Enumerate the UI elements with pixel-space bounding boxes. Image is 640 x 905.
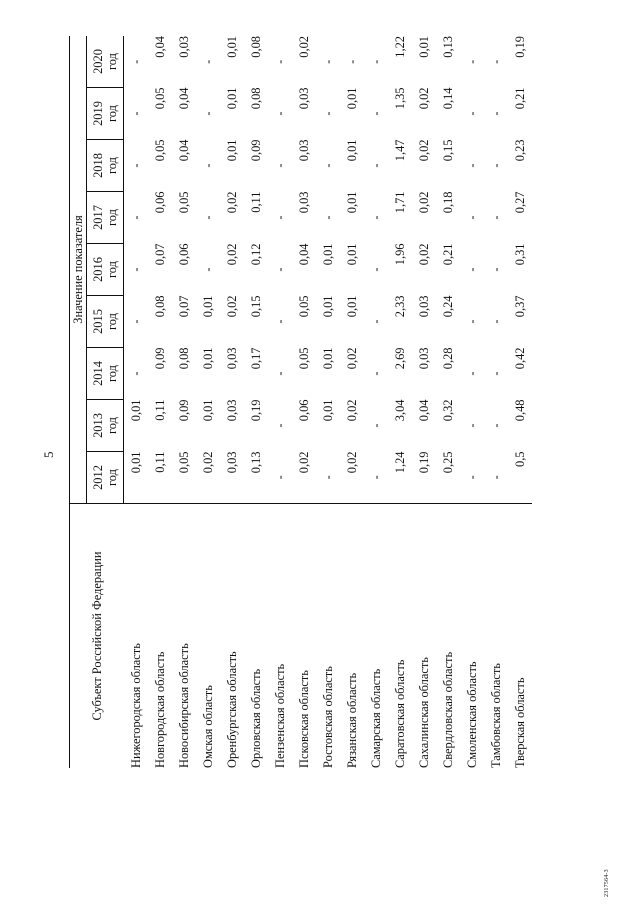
region-name: Оренбургская область bbox=[220, 504, 244, 769]
region-name: Омская область bbox=[196, 504, 220, 769]
value-cell: 0,02 bbox=[345, 399, 359, 422]
region-name: Ростовская область bbox=[316, 504, 340, 769]
table-row bbox=[292, 36, 316, 768]
table-row bbox=[388, 36, 412, 768]
value-cell: 2,69 bbox=[393, 347, 407, 370]
value-cell: 0,01 bbox=[225, 87, 239, 110]
value-cell: 0,04 bbox=[297, 243, 311, 266]
value-cell: 1,22 bbox=[393, 36, 407, 58]
value-cell: 0,19 bbox=[513, 36, 527, 58]
value-cell: 1,24 bbox=[393, 451, 407, 474]
value-cell: 0,07 bbox=[177, 295, 191, 318]
value-cell: - bbox=[129, 319, 143, 324]
value-cell: 0,01 bbox=[345, 87, 359, 110]
value-cell: 0,11 bbox=[153, 399, 167, 421]
value-cell: 0,06 bbox=[177, 243, 191, 266]
value-cell: 1,96 bbox=[393, 243, 407, 266]
value-cell: - bbox=[489, 163, 503, 168]
value-cell: 0,02 bbox=[345, 451, 359, 474]
value-cell: - bbox=[321, 163, 335, 168]
value-cell: 0,01 bbox=[129, 451, 143, 474]
value-cell: - bbox=[369, 423, 383, 428]
region-name: Пензенская область bbox=[268, 504, 292, 769]
value-cell: 0,02 bbox=[345, 347, 359, 370]
year-header-2015 bbox=[87, 296, 124, 348]
value-cell: 0,09 bbox=[249, 139, 263, 162]
value-cell: - bbox=[129, 163, 143, 168]
value-cell: 1,71 bbox=[393, 191, 407, 214]
value-cell: 0,27 bbox=[513, 191, 527, 214]
value-cell: - bbox=[489, 423, 503, 428]
value-cell: 0,24 bbox=[441, 295, 455, 318]
year-unit: год bbox=[105, 417, 119, 434]
table-row bbox=[316, 36, 340, 768]
value-cell: - bbox=[273, 319, 287, 324]
year-label: 2019 bbox=[91, 101, 105, 126]
value-cell: 0,12 bbox=[249, 243, 263, 266]
value-cell: - bbox=[369, 267, 383, 272]
value-cell: 0,02 bbox=[297, 451, 311, 474]
value-cell: - bbox=[273, 111, 287, 116]
value-cell: - bbox=[489, 371, 503, 376]
value-cell: 0,05 bbox=[297, 295, 311, 318]
year-unit: год bbox=[105, 53, 119, 70]
year-label: 2015 bbox=[91, 309, 105, 334]
year-unit: год bbox=[105, 209, 119, 226]
value-cell: 0,03 bbox=[177, 36, 191, 58]
value-cell: - bbox=[465, 267, 479, 272]
value-cell: - bbox=[489, 319, 503, 324]
value-cell: 0,01 bbox=[225, 139, 239, 162]
value-cell: 0,02 bbox=[297, 36, 311, 58]
year-header-2016 bbox=[87, 244, 124, 296]
region-name: Псковская область bbox=[292, 504, 316, 769]
value-cell: - bbox=[369, 475, 383, 480]
value-cell: - bbox=[465, 371, 479, 376]
table-row bbox=[172, 36, 196, 768]
value-cell: - bbox=[465, 111, 479, 116]
value-cell: 0,19 bbox=[249, 399, 263, 422]
value-cell: - bbox=[129, 215, 143, 220]
value-cell: - bbox=[201, 59, 215, 64]
value-cell: 0,07 bbox=[153, 243, 167, 266]
region-name: Нижегородская область bbox=[124, 504, 149, 769]
value-cell: - bbox=[369, 215, 383, 220]
table-row bbox=[220, 36, 244, 768]
value-cell: 0,11 bbox=[249, 191, 263, 213]
value-cell: - bbox=[465, 163, 479, 168]
table-row bbox=[268, 36, 292, 768]
year-label: 2012 bbox=[91, 465, 105, 490]
value-cell: 0,01 bbox=[321, 347, 335, 370]
year-unit: год bbox=[105, 313, 119, 330]
region-name: Рязанская область bbox=[340, 504, 364, 769]
value-cell: - bbox=[273, 267, 287, 272]
value-cell: 0,04 bbox=[177, 139, 191, 162]
value-cell: 0,01 bbox=[321, 243, 335, 266]
year-header-2013 bbox=[87, 400, 124, 452]
value-cell: 0,42 bbox=[513, 347, 527, 370]
value-cell: 0,03 bbox=[297, 139, 311, 162]
year-header-2017 bbox=[87, 192, 124, 244]
value-cell: 0,05 bbox=[177, 451, 191, 474]
table-row bbox=[124, 36, 149, 768]
value-cell: 0,09 bbox=[177, 399, 191, 422]
value-cell: 0,13 bbox=[441, 36, 455, 58]
value-cell: - bbox=[273, 215, 287, 220]
table-row bbox=[340, 36, 364, 768]
value-cell: - bbox=[369, 59, 383, 64]
value-cell: - bbox=[465, 59, 479, 64]
table-row bbox=[508, 36, 532, 768]
value-cell: 0,13 bbox=[249, 451, 263, 474]
year-header-2019 bbox=[87, 88, 124, 140]
year-label: 2018 bbox=[91, 153, 105, 178]
value-cell: 0,17 bbox=[249, 347, 263, 370]
value-cell: 0,11 bbox=[153, 451, 167, 473]
year-unit: год bbox=[105, 261, 119, 278]
value-cell: 0,03 bbox=[225, 399, 239, 422]
value-cell: 0,03 bbox=[225, 451, 239, 474]
value-cell: - bbox=[489, 267, 503, 272]
value-cell: - bbox=[201, 111, 215, 116]
value-cell: - bbox=[489, 215, 503, 220]
value-cell: 0,06 bbox=[297, 399, 311, 422]
value-cell: 0,02 bbox=[417, 87, 431, 110]
value-cell: - bbox=[129, 111, 143, 116]
table-row bbox=[196, 36, 220, 768]
value-cell: - bbox=[201, 267, 215, 272]
value-cell: 0,06 bbox=[153, 191, 167, 214]
table-body bbox=[124, 36, 533, 768]
value-cell: 0,09 bbox=[153, 347, 167, 370]
value-cell: 0,01 bbox=[201, 399, 215, 422]
value-cell: - bbox=[321, 475, 335, 480]
value-cell: - bbox=[321, 215, 335, 220]
value-cell: 0,02 bbox=[417, 243, 431, 266]
year-label: 2013 bbox=[91, 413, 105, 438]
value-cell: - bbox=[345, 59, 359, 64]
value-cell: 0,05 bbox=[177, 191, 191, 214]
year-unit: год bbox=[105, 105, 119, 122]
table-row bbox=[484, 36, 508, 768]
year-unit: год bbox=[105, 365, 119, 382]
value-cell: 0,02 bbox=[417, 191, 431, 214]
value-cell: 0,15 bbox=[249, 295, 263, 318]
page-number: 5 bbox=[41, 451, 56, 458]
region-name: Самарская область bbox=[364, 504, 388, 769]
value-cell: - bbox=[321, 111, 335, 116]
value-cell: 0,01 bbox=[417, 36, 431, 58]
region-name: Новосибирская область bbox=[172, 504, 196, 769]
value-cell: - bbox=[489, 59, 503, 64]
value-cell: 0,08 bbox=[153, 295, 167, 318]
year-header-2014 bbox=[87, 348, 124, 400]
value-cell: 0,04 bbox=[417, 399, 431, 422]
value-cell: 0,01 bbox=[345, 139, 359, 162]
value-cell: 0,04 bbox=[153, 36, 167, 58]
value-cell: 0,04 bbox=[177, 87, 191, 110]
value-cell: 0,5 bbox=[513, 451, 527, 467]
value-cell: - bbox=[465, 215, 479, 220]
value-cell: - bbox=[129, 267, 143, 272]
value-cell: 0,03 bbox=[417, 347, 431, 370]
region-name: Новгородская область bbox=[148, 504, 172, 769]
value-cell: - bbox=[369, 163, 383, 168]
value-cell: - bbox=[273, 423, 287, 428]
region-name: Свердловская область bbox=[436, 504, 460, 769]
value-cell: - bbox=[489, 111, 503, 116]
value-cell: - bbox=[369, 371, 383, 376]
value-cell: 0,08 bbox=[249, 87, 263, 110]
table-row bbox=[244, 36, 268, 768]
value-cell: - bbox=[201, 163, 215, 168]
value-cell: 0,03 bbox=[417, 295, 431, 318]
value-cell: 3,04 bbox=[393, 399, 407, 422]
value-cell: 0,21 bbox=[513, 87, 527, 110]
value-cell: 0,01 bbox=[345, 243, 359, 266]
value-cell: 0,03 bbox=[297, 191, 311, 214]
value-cell: 0,01 bbox=[321, 295, 335, 318]
value-cell: 0,19 bbox=[417, 451, 431, 474]
value-cell: - bbox=[489, 475, 503, 480]
year-label: 2020 bbox=[91, 49, 105, 74]
value-cell: 0,08 bbox=[177, 347, 191, 370]
value-cell: - bbox=[201, 215, 215, 220]
value-cell: 0,01 bbox=[345, 191, 359, 214]
value-cell: - bbox=[465, 423, 479, 428]
value-cell: - bbox=[369, 319, 383, 324]
region-name: Тамбовская область bbox=[484, 504, 508, 769]
table-row bbox=[364, 36, 388, 768]
year-label: 2016 bbox=[91, 257, 105, 282]
year-label: 2017 bbox=[91, 205, 105, 230]
value-cell: 0,28 bbox=[441, 347, 455, 370]
table-row bbox=[460, 36, 484, 768]
value-cell: 0,03 bbox=[297, 87, 311, 110]
value-cell: 0,21 bbox=[441, 243, 455, 266]
value-cell: 0,15 bbox=[441, 139, 455, 162]
year-header-2020 bbox=[87, 36, 124, 88]
table-row bbox=[412, 36, 436, 768]
value-cell: 0,01 bbox=[225, 36, 239, 58]
table-row bbox=[148, 36, 172, 768]
value-cell: 1,47 bbox=[393, 139, 407, 162]
indicator-group-header: Значение показателя bbox=[70, 36, 87, 504]
region-name: Орловская область bbox=[244, 504, 268, 769]
value-cell: 0,48 bbox=[513, 399, 527, 422]
value-cell: 0,14 bbox=[441, 87, 455, 110]
value-cell: 1,35 bbox=[393, 87, 407, 110]
table-row bbox=[436, 36, 460, 768]
year-header-2012 bbox=[87, 452, 124, 504]
value-cell: 0,02 bbox=[225, 243, 239, 266]
value-cell: - bbox=[465, 319, 479, 324]
value-cell: - bbox=[321, 59, 335, 64]
region-name: Сахалинская область bbox=[412, 504, 436, 769]
value-cell: 0,05 bbox=[153, 87, 167, 110]
value-cell: - bbox=[465, 475, 479, 480]
year-label: 2014 bbox=[91, 361, 105, 386]
value-cell: 0,02 bbox=[201, 451, 215, 474]
value-cell: 0,25 bbox=[441, 451, 455, 474]
value-cell: 2,33 bbox=[393, 295, 407, 318]
year-header-2018 bbox=[87, 140, 124, 192]
region-name: Саратовская область bbox=[388, 504, 412, 769]
region-name: Смоленская область bbox=[460, 504, 484, 769]
indicator-table bbox=[69, 36, 532, 768]
value-cell: 0,23 bbox=[513, 139, 527, 162]
value-cell: 0,01 bbox=[129, 399, 143, 422]
value-cell: - bbox=[273, 475, 287, 480]
value-cell: 0,02 bbox=[225, 295, 239, 318]
value-cell: 0,05 bbox=[297, 347, 311, 370]
value-cell: - bbox=[129, 59, 143, 64]
value-cell: 0,18 bbox=[441, 191, 455, 214]
value-cell: 0,01 bbox=[201, 295, 215, 318]
year-unit: год bbox=[105, 469, 119, 486]
region-name: Тверская область bbox=[508, 504, 532, 769]
value-cell: 0,31 bbox=[513, 243, 527, 266]
value-cell: 0,08 bbox=[249, 36, 263, 58]
value-cell: 0,01 bbox=[201, 347, 215, 370]
subject-column-header: Субъект Российской Федерации bbox=[70, 504, 124, 769]
value-cell: - bbox=[129, 371, 143, 376]
value-cell: 0,03 bbox=[225, 347, 239, 370]
value-cell: - bbox=[273, 59, 287, 64]
value-cell: - bbox=[369, 111, 383, 116]
value-cell: 0,02 bbox=[225, 191, 239, 214]
value-cell: 0,37 bbox=[513, 295, 527, 318]
value-cell: 0,32 bbox=[441, 399, 455, 422]
value-cell: 0,01 bbox=[321, 399, 335, 422]
value-cell: 0,05 bbox=[153, 139, 167, 162]
value-cell: - bbox=[273, 371, 287, 376]
value-cell: - bbox=[273, 163, 287, 168]
document-code: 2317564-3 bbox=[604, 869, 610, 897]
year-unit: год bbox=[105, 157, 119, 174]
value-cell: 0,02 bbox=[417, 139, 431, 162]
value-cell: 0,01 bbox=[345, 295, 359, 318]
